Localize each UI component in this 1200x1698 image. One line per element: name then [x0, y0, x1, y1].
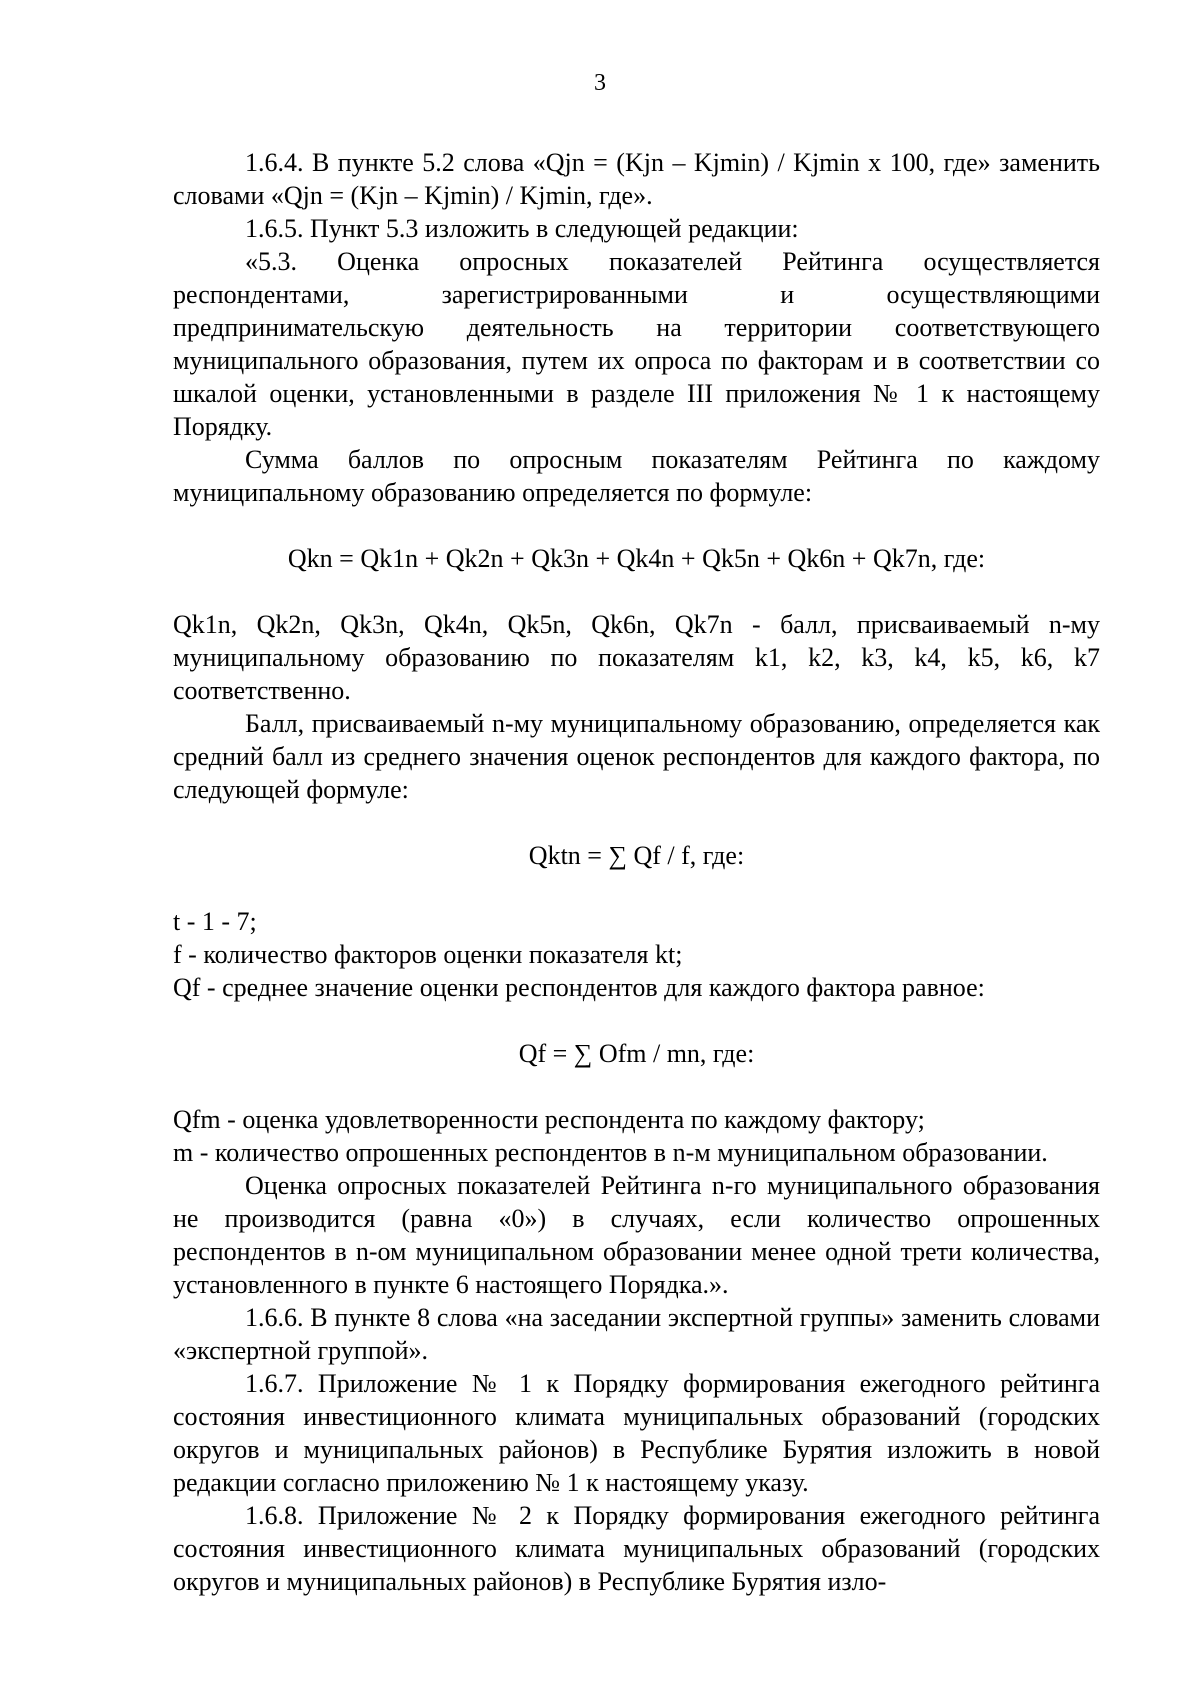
formula-qkn: Qkn = Qk1n + Qk2n + Qk3n + Qk4n + Qk5n + Qk6n + Qk7n, где:	[287, 544, 986, 573]
paragraph-sum-of-points: Сумма баллов по опросным показателям Рейтинга по каждому муниципальному образованию определяется по формуле:	[173, 445, 1100, 507]
formula-qf: Qf = ∑ Ofm / mn, где:	[518, 1039, 755, 1068]
paragraph-point-assigned: Балл, присваиваемый n-му муниципальному образованию, определяется как средний балл из среднего значения оценок респондентов для каждого фактора, по следующей формуле:	[173, 709, 1100, 804]
document-body	[173, 146, 1100, 1598]
definition-t: t - 1 - 7;	[173, 907, 257, 936]
paragraph-1-6-7: 1.6.7. Приложение № 1 к Порядку формирования ежегодного рейтинга состояния инвестиционного климата муниципальных образований (городских округов и муниципальных районов) в Республике Бурятия изложить в новой редакции согласно приложению № 1 к настоящему указу.	[173, 1369, 1100, 1497]
paragraph-zero-rating: Оценка опросных показателей Рейтинга n-го муниципального образования не производится (равна «0») в случаях, если количество опрошенных респондентов в n-ом муниципальном образовании менее одной трети количества, установленного в пункте 6 настоящего Порядка.».	[173, 1171, 1100, 1299]
definition-m: m - количество опрошенных респондентов в n-м муниципальном образовании.	[173, 1138, 1048, 1167]
paragraph-5-3: «5.3. Оценка опросных показателей Рейтинга осуществляется респондентами, зарегистрированными и осуществляющими предпринимательскую деятельность на территории соответствующего муниципального образования, путем их опроса по факторам и в соответствии со шкалой оценки, установленными в разделе III приложения № 1 к настоящему Порядку.	[173, 247, 1100, 441]
definition-qf: Qf - среднее значение оценки респондентов для каждого фактора равное:	[173, 973, 985, 1002]
paragraph-1-6-8: 1.6.8. Приложение № 2 к Порядку формирования ежегодного рейтинга состояния инвестиционного климата муниципальных образований (городских округов и муниципальных районов) в Республике Бурятия изло-	[173, 1501, 1100, 1596]
definition-qfm: Qfm - оценка удовлетворенности респондента по каждому фактору;	[173, 1105, 925, 1134]
paragraph-qk-definitions: Qk1n, Qk2n, Qk3n, Qk4n, Qk5n, Qk6n, Qk7n - балл, присваиваемый n-му муниципальному образованию по показателям k1, k2, k3, k4, k5, k6, k7 соответственно.	[173, 610, 1100, 705]
paragraph-1-6-4: 1.6.4. В пункте 5.2 слова «Qjn = (Kjn – Kjmin) / Kjmin х 100, где» заменить словами «Qjn = (Kjn – Kjmin) / Kjmin, где».	[173, 148, 1100, 210]
paragraph-1-6-5: 1.6.5. Пункт 5.3 изложить в следующей редакции:	[245, 214, 799, 243]
page-number: 3	[594, 70, 606, 96]
paragraph-1-6-6: 1.6.6. В пункте 8 слова «на заседании экспертной группы» заменить словами «экспертной группой».	[173, 1303, 1100, 1365]
definition-f: f - количество факторов оценки показателя kt;	[173, 940, 683, 969]
formula-qktn: Qktn = ∑ Qf / f, где:	[528, 841, 745, 870]
